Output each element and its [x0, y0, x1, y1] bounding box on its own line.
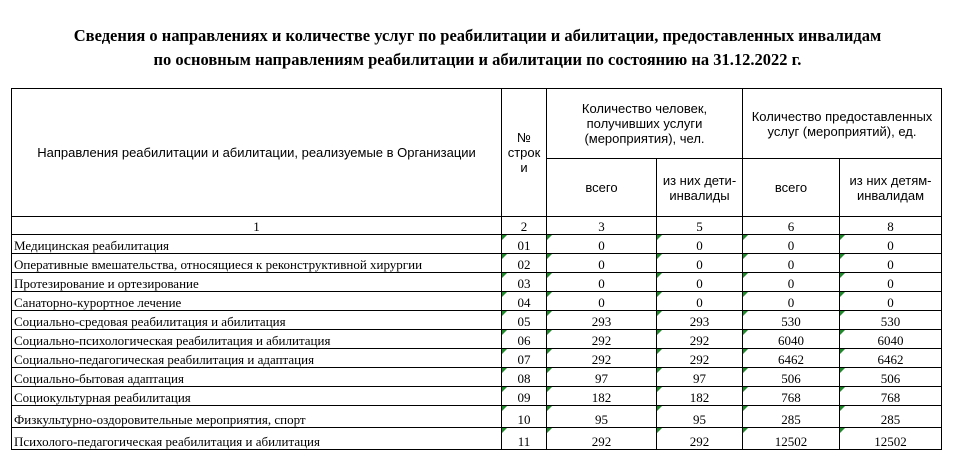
row-code-cell: 05 — [502, 311, 547, 330]
people-children-cell: 97 — [657, 368, 743, 387]
people-children-cell: 0 — [657, 254, 743, 273]
index-cell: 2 — [502, 217, 547, 235]
table-row — [12, 292, 942, 311]
row-code-cell: 04 — [502, 292, 547, 311]
people-children-cell: 292 — [657, 428, 743, 450]
table-row — [12, 273, 942, 292]
people-children-cell: 0 — [657, 292, 743, 311]
row-name-cell: Психолого-педагогическая реабилитация и абилитация — [12, 428, 502, 450]
people-total-cell: 0 — [547, 254, 657, 273]
people-total-cell: 182 — [547, 387, 657, 406]
row-name-cell: Оперативные вмешательства, относящиеся к реконструктивной хирургии — [12, 254, 502, 273]
table-row — [12, 235, 942, 254]
row-code-cell: 02 — [502, 254, 547, 273]
people-children-cell: 0 — [657, 273, 743, 292]
row-name-cell: Социально-средовая реабилитация и абилитация — [12, 311, 502, 330]
people-total-cell: 0 — [547, 235, 657, 254]
services-children-cell: 12502 — [840, 428, 942, 450]
row-name-cell: Медицинская реабилитация — [12, 235, 502, 254]
services-total-cell: 0 — [743, 273, 840, 292]
row-code-cell: 08 — [502, 368, 547, 387]
row-code-cell: 06 — [502, 330, 547, 349]
services-total-cell: 12502 — [743, 428, 840, 450]
people-total-cell: 293 — [547, 311, 657, 330]
table-row — [12, 428, 942, 450]
services-children-cell: 285 — [840, 406, 942, 428]
table-row — [12, 330, 942, 349]
people-children-cell: 182 — [657, 387, 743, 406]
services-children-cell: 0 — [840, 273, 942, 292]
header-people-group: Количество человек, получивших услуги (мероприятия), чел. — [547, 89, 743, 159]
index-cell: 8 — [840, 217, 942, 235]
index-cell: 1 — [12, 217, 502, 235]
rehab-services-table — [11, 88, 942, 450]
row-name-cell: Протезирование и ортезирование — [12, 273, 502, 292]
index-cell: 6 — [743, 217, 840, 235]
header-people-children: из них дети-инвалиды — [657, 159, 743, 217]
services-children-cell: 6040 — [840, 330, 942, 349]
document-title — [0, 24, 955, 72]
header-people-total: всего — [547, 159, 657, 217]
row-name-cell: Социально-психологическая реабилитация и абилитация — [12, 330, 502, 349]
people-total-cell: 0 — [547, 273, 657, 292]
header-direction: Направления реабилитации и абилитации, реализуемые в Организации — [12, 89, 502, 217]
services-total-cell: 0 — [743, 254, 840, 273]
row-code-cell: 11 — [502, 428, 547, 450]
row-name-cell: Социально-бытовая адаптация — [12, 368, 502, 387]
row-name-cell: Социально-педагогическая реабилитация и адаптация — [12, 349, 502, 368]
header-services-children: из них детям-инвалидам — [840, 159, 942, 217]
table-row — [12, 311, 942, 330]
row-code-cell: 10 — [502, 406, 547, 428]
people-children-cell: 292 — [657, 330, 743, 349]
services-total-cell: 285 — [743, 406, 840, 428]
row-code-cell: 09 — [502, 387, 547, 406]
services-children-cell: 0 — [840, 292, 942, 311]
header-row-1 — [12, 89, 942, 159]
people-total-cell: 292 — [547, 349, 657, 368]
header-row-number: № строк и — [502, 89, 547, 217]
services-total-cell: 530 — [743, 311, 840, 330]
services-total-cell: 6040 — [743, 330, 840, 349]
title-line-1: Сведения о направлениях и количестве услуг по реабилитации и абилитации, предоставленных инвалидам — [73, 26, 882, 45]
header-services-total: всего — [743, 159, 840, 217]
title-line-2: по основным направлениям реабилитации и абилитации по состоянию на 31.12.2022 г. — [153, 50, 802, 69]
people-total-cell: 292 — [547, 330, 657, 349]
people-total-cell: 95 — [547, 406, 657, 428]
people-total-cell: 0 — [547, 292, 657, 311]
row-name-cell: Физкультурно-оздоровительные мероприятия, спорт — [12, 406, 502, 428]
row-code-cell: 03 — [502, 273, 547, 292]
index-row — [12, 217, 942, 235]
services-children-cell: 0 — [840, 235, 942, 254]
table-row — [12, 406, 942, 428]
header-services-group: Количество предоставленных услуг (мероприятий), ед. — [743, 89, 942, 159]
people-children-cell: 0 — [657, 235, 743, 254]
services-total-cell: 768 — [743, 387, 840, 406]
services-children-cell: 6462 — [840, 349, 942, 368]
people-children-cell: 292 — [657, 349, 743, 368]
row-name-cell: Социокультурная реабилитация — [12, 387, 502, 406]
people-children-cell: 293 — [657, 311, 743, 330]
index-cell: 3 — [547, 217, 657, 235]
services-children-cell: 0 — [840, 254, 942, 273]
table-row — [12, 387, 942, 406]
table-row — [12, 349, 942, 368]
row-name-cell: Санаторно-курортное лечение — [12, 292, 502, 311]
row-code-cell: 01 — [502, 235, 547, 254]
services-total-cell: 6462 — [743, 349, 840, 368]
people-total-cell: 292 — [547, 428, 657, 450]
services-total-cell: 506 — [743, 368, 840, 387]
services-total-cell: 0 — [743, 292, 840, 311]
services-children-cell: 530 — [840, 311, 942, 330]
services-total-cell: 0 — [743, 235, 840, 254]
people-children-cell: 95 — [657, 406, 743, 428]
table-row — [12, 368, 942, 387]
services-children-cell: 506 — [840, 368, 942, 387]
table-row — [12, 254, 942, 273]
row-code-cell: 07 — [502, 349, 547, 368]
services-children-cell: 768 — [840, 387, 942, 406]
people-total-cell: 97 — [547, 368, 657, 387]
index-cell: 5 — [657, 217, 743, 235]
